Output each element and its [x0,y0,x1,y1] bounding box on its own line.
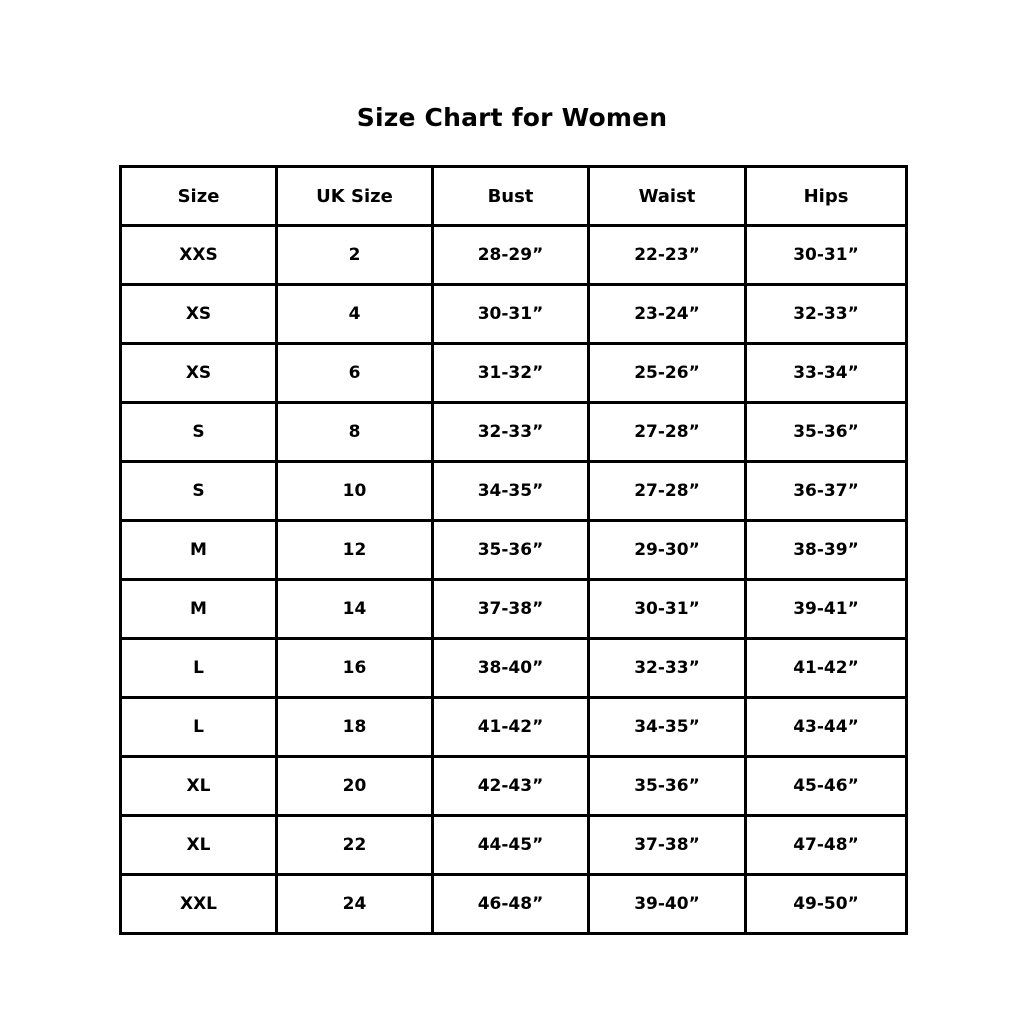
cell-uk-size: 22 [277,816,433,875]
cell-waist: 34-35” [589,698,746,757]
cell-bust: 31-32” [433,344,589,403]
cell-waist: 39-40” [589,875,746,934]
size-chart-table-wrapper [119,165,905,935]
cell-bust: 46-48” [433,875,589,934]
cell-waist: 30-31” [589,580,746,639]
cell-size: S [121,403,277,462]
cell-waist: 35-36” [589,757,746,816]
cell-size: L [121,698,277,757]
cell-size: S [121,462,277,521]
cell-uk-size: 24 [277,875,433,934]
cell-waist: 32-33” [589,639,746,698]
table-header [121,167,907,226]
cell-hips: 35-36” [746,403,907,462]
cell-size: XS [121,285,277,344]
table-row [121,698,907,757]
cell-size: XXL [121,875,277,934]
table-row [121,285,907,344]
table-body [121,226,907,934]
cell-waist: 29-30” [589,521,746,580]
cell-bust: 28-29” [433,226,589,285]
table-row [121,521,907,580]
cell-bust: 32-33” [433,403,589,462]
table-row [121,580,907,639]
cell-uk-size: 2 [277,226,433,285]
cell-uk-size: 14 [277,580,433,639]
table-row [121,639,907,698]
cell-size: XL [121,757,277,816]
page-title: Size Chart for Women [356,103,668,132]
column-header-size: Size [121,167,277,226]
cell-size: M [121,580,277,639]
cell-hips: 30-31” [746,226,907,285]
cell-bust: 35-36” [433,521,589,580]
size-chart-table [119,165,908,935]
cell-hips: 33-34” [746,344,907,403]
cell-uk-size: 20 [277,757,433,816]
cell-waist: 37-38” [589,816,746,875]
cell-waist: 22-23” [589,226,746,285]
cell-uk-size: 4 [277,285,433,344]
cell-uk-size: 8 [277,403,433,462]
table-row [121,344,907,403]
table-row [121,875,907,934]
column-header-bust: Bust [433,167,589,226]
cell-size: XS [121,344,277,403]
cell-hips: 32-33” [746,285,907,344]
cell-size: L [121,639,277,698]
cell-hips: 45-46” [746,757,907,816]
cell-waist: 25-26” [589,344,746,403]
cell-hips: 43-44” [746,698,907,757]
column-header-uk-size: UK Size [277,167,433,226]
cell-hips: 49-50” [746,875,907,934]
cell-bust: 34-35” [433,462,589,521]
cell-hips: 38-39” [746,521,907,580]
table-row [121,403,907,462]
cell-uk-size: 6 [277,344,433,403]
cell-uk-size: 12 [277,521,433,580]
cell-size: XXS [121,226,277,285]
cell-waist: 23-24” [589,285,746,344]
cell-uk-size: 18 [277,698,433,757]
cell-hips: 39-41” [746,580,907,639]
table-row [121,816,907,875]
cell-hips: 47-48” [746,816,907,875]
cell-bust: 41-42” [433,698,589,757]
column-header-waist: Waist [589,167,746,226]
column-header-hips: Hips [746,167,907,226]
cell-bust: 38-40” [433,639,589,698]
cell-hips: 41-42” [746,639,907,698]
cell-uk-size: 10 [277,462,433,521]
cell-size: M [121,521,277,580]
cell-bust: 37-38” [433,580,589,639]
cell-hips: 36-37” [746,462,907,521]
table-row [121,757,907,816]
cell-waist: 27-28” [589,462,746,521]
cell-uk-size: 16 [277,639,433,698]
table-row [121,462,907,521]
cell-waist: 27-28” [589,403,746,462]
table-row [121,226,907,285]
cell-bust: 44-45” [433,816,589,875]
table-header-row [121,167,907,226]
cell-bust: 42-43” [433,757,589,816]
cell-bust: 30-31” [433,285,589,344]
cell-size: XL [121,816,277,875]
